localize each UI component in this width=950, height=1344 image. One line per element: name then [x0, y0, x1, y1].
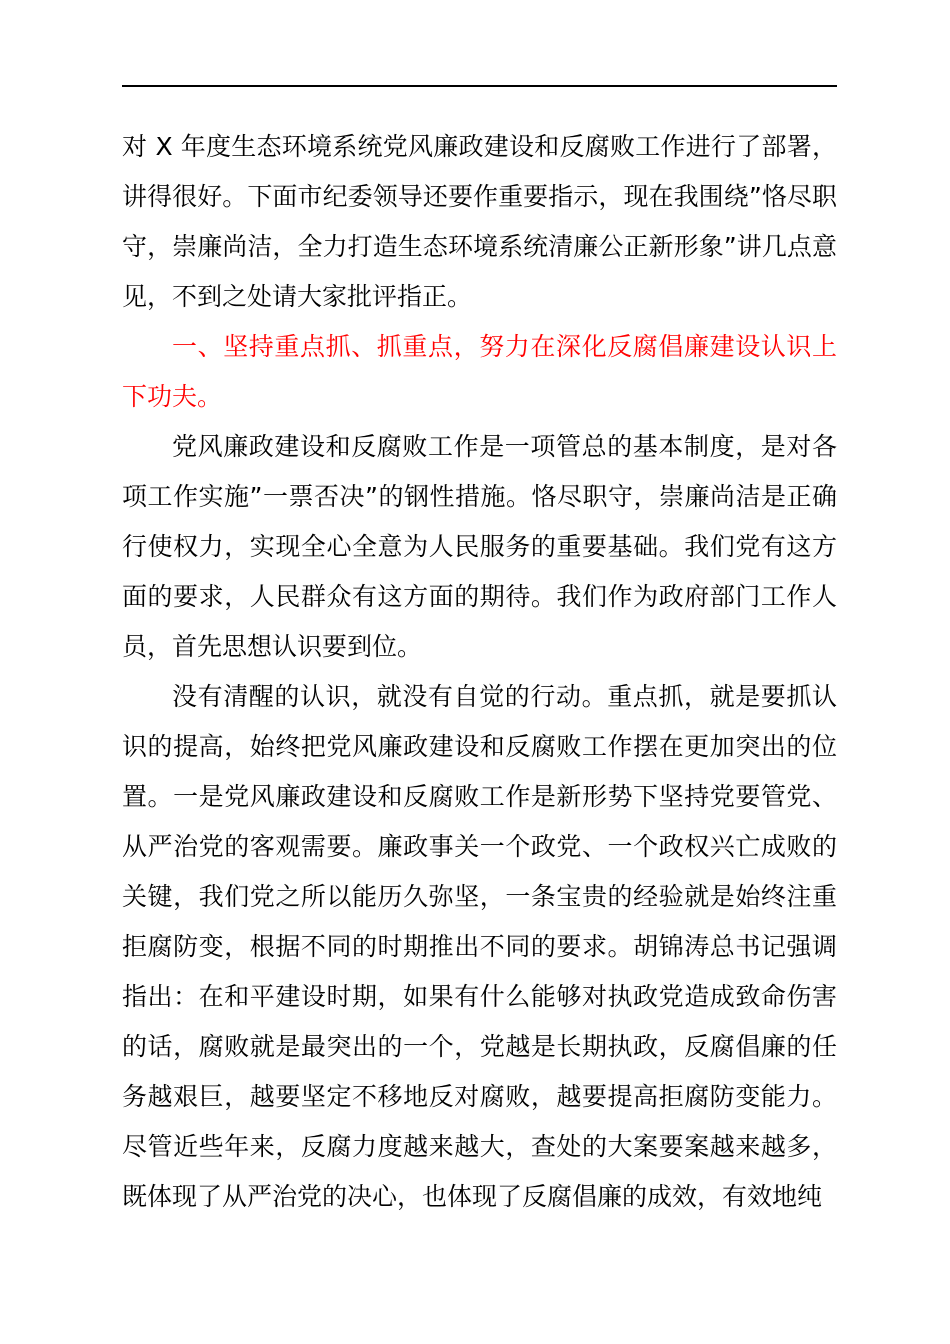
header-rule — [122, 85, 837, 87]
body-paragraph: 党风廉政建设和反腐败工作是一项管总的基本制度，是对各项工作实施”一票否决”的钢性措施。恪尽职守，崇廉尚洁是正确行使权力，实现全心全意为人民服务的重要基础。我们党有这方面的要求，人民群众有这方面的期待。我们作为政府部门工作人员，首先思想认识要到位。 — [122, 432, 837, 661]
body-paragraph: 没有清醒的认识，就没有自觉的行动。重点抓，就是要抓认识的提高，始终把党风廉政建设和反腐败工作摆在更加突出的位置。一是党风廉政建设和反腐败工作是新形势下坚持党要管党、从严治党的客观需要。廉政事关一个政党、一个政权兴亡成败的关键，我们党之所以能历久弥坚，一条宝贵的经验就是始终注重拒腐防变，根据不同的时期推出不同的要求。胡锦涛总书记强调指出：在和平建设时期，如果有什么能够对执政党造成致命伤害的话，腐败就是最突出的一个，党越是长期执政，反腐倡廉的任务越艰巨，越要坚定不移地反对腐败，越要提高拒腐防变能力。尽管近些年来，反腐力度越来越大，查处的大案要案越来越多，既体现了从严治党的决心，也体现了反腐倡廉的成效，有效地纯 — [122, 682, 837, 1211]
section-heading: 一、坚持重点抓、抓重点，努力在深化反腐倡廉建设认识上下功夫。 — [122, 332, 837, 411]
intro-paragraph: 对 X 年度生态环境系统党风廉政建设和反腐败工作进行了部署，讲得很好。下面市纪委领导还要作重要指示，现在我围绕”恪尽职守，崇廉尚洁，全力打造生态环境系统清廉公正新形象”讲几点意见，不到之处请大家批评指正。 — [122, 132, 837, 311]
document-body — [122, 122, 837, 1222]
